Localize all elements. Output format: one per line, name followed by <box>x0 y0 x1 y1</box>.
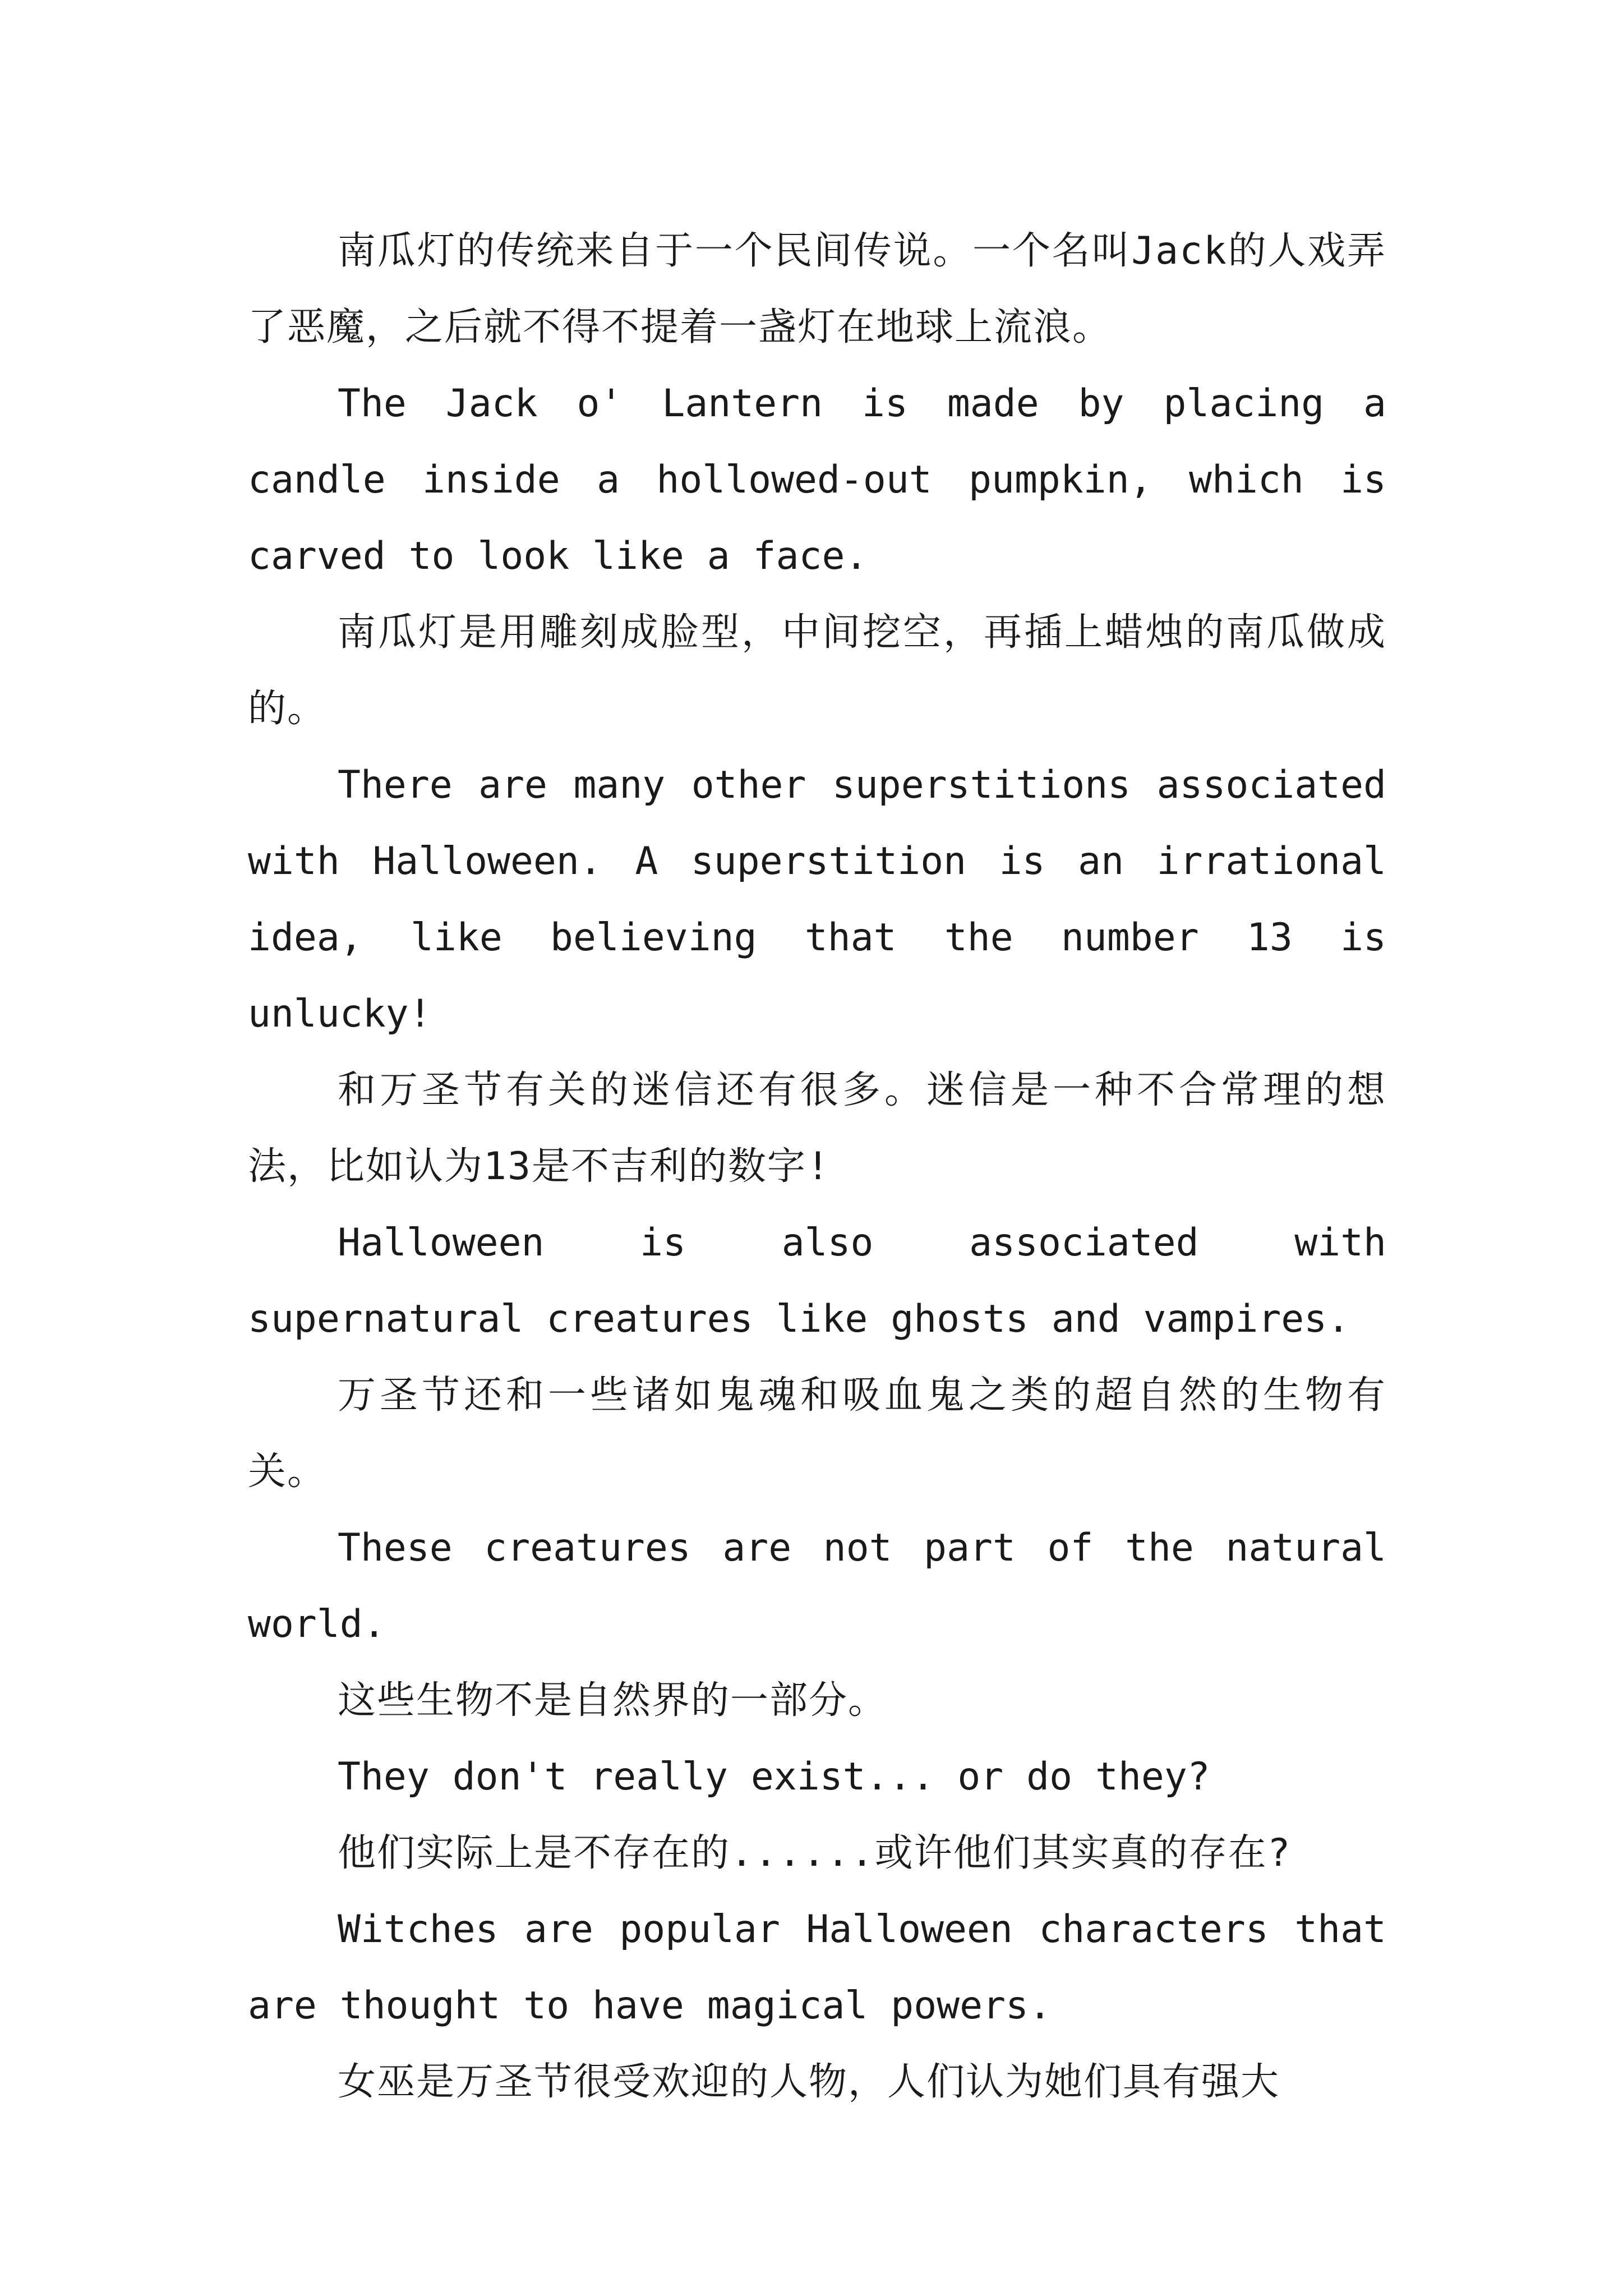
paragraph-zh: 女巫是万圣节很受欢迎的人物，人们认为她们具有强大 <box>338 2060 1280 2104</box>
document-body <box>248 213 1386 2120</box>
paragraph-en: Halloween is also associated with supernatural creatures like ghosts and vampires. <box>248 1221 1386 1341</box>
paragraph-en: The Jack o' Lantern is made by placing a candle inside a hollowed-out pumpkin, which is carved to look like a face. <box>248 381 1386 578</box>
paragraph-en: They don't really exist... or do they? <box>338 1755 1210 1799</box>
paragraph-en: These creatures are not part of the natural world. <box>248 1526 1386 1646</box>
paragraph-zh: 南瓜灯的传统来自于一个民间传说。一个名叫Jack的人戏弄了恶魔，之后就不得不提着一盏灯在地球上流浪。 <box>248 229 1386 349</box>
paragraph-en: There are many other superstitions associated with Halloween. A superstition is an irrational idea, like believing that the number 13 is unlucky! <box>248 763 1386 1036</box>
paragraph-zh: 这些生物不是自然界的一部分。 <box>338 1678 888 1723</box>
paragraph-zh: 南瓜灯是用雕刻成脸型，中间挖空，再插上蜡烛的南瓜做成的。 <box>248 610 1386 731</box>
paragraph-zh: 万圣节还和一些诸如鬼魂和吸血鬼之类的超自然的生物有关。 <box>248 1373 1386 1494</box>
paragraph-zh: 他们实际上是不存在的......或许他们其实真的存在? <box>338 1831 1292 1875</box>
paragraph-en: Witches are popular Halloween characters that are thought to have magical powers. <box>248 1907 1386 2028</box>
paragraph-zh: 和万圣节有关的迷信还有很多。迷信是一种不合常理的想法，比如认为13是不吉利的数字! <box>248 1068 1386 1189</box>
